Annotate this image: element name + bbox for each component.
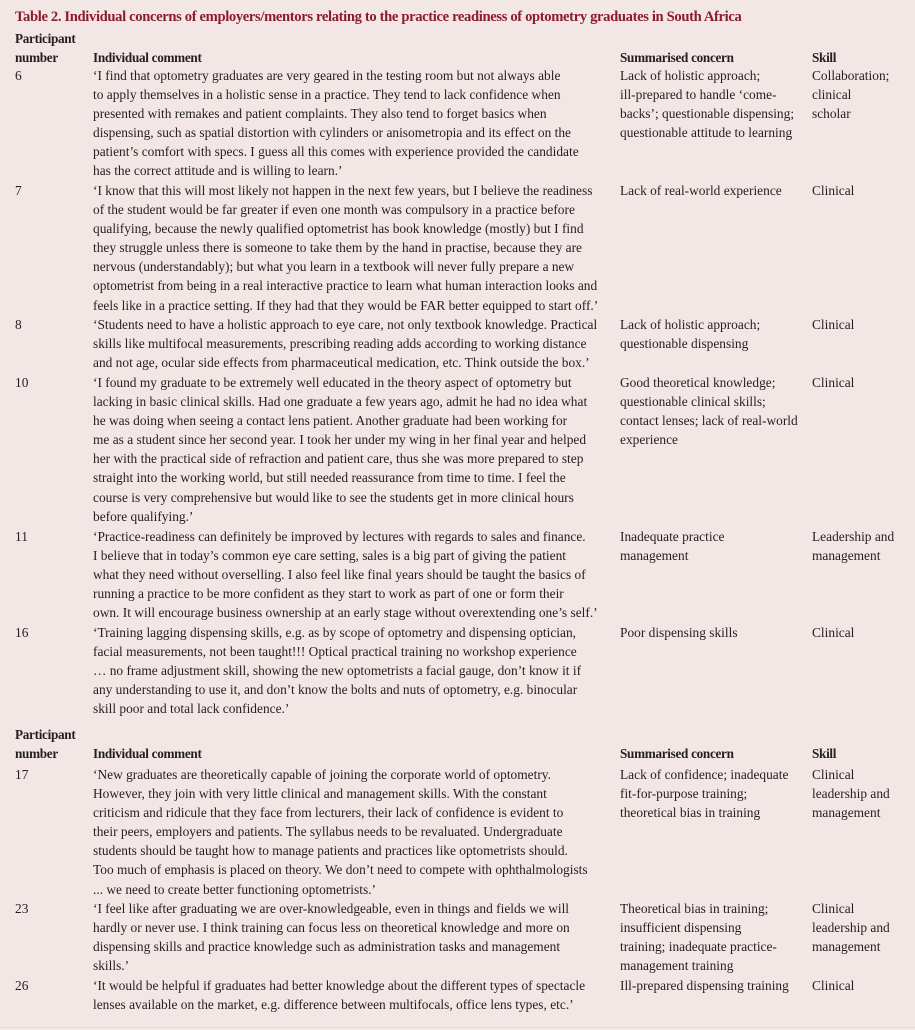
table-caption: Table 2. Individual concerns of employers/mentors relating to the practice readiness of optometry graduates in South Africa (15, 9, 742, 25)
individual-comment: ‘Training lagging dispensing skills, e.g. as by scope of optometry and dispensing optician, facial measurements, not been taught!!! Optical practical training no workshop experience … no frame adjustment skill, showing the new optometrists a facial gauge, don’t know it if any understanding to use it, and don’t know the bolts and nuts of optometry, e.g. binocular skill poor and total lack confidence.’ (93, 625, 582, 717)
skill: Leadership and management (812, 529, 895, 564)
participant-number: 11 (15, 529, 28, 544)
header-summarised-concern: Summarised concern (620, 746, 734, 761)
header-individual-comment: Individual comment (93, 50, 202, 65)
individual-comment: ‘I found my graduate to be extremely well educated in the theory aspect of optometry but lacking in basic clinical skills. Had one graduate a few years ago, admit he had no idea what he was doing when seeing a contact lens patient. Another graduate had been working for me as a student since her second year. I took her under my wing in her final year and helped her with the practical side of refraction and patient care, thus she was more prepared to step straight into the working world, but still needed reassurance from time to time. I feel the course is very comprehensive but would like to see the students get in more clinical hours before qualifying.’ (93, 375, 588, 524)
participant-number: 7 (15, 183, 22, 198)
individual-comment: ‘Practice-readiness can definitely be improved by lectures with regards to sales and finance. I believe that in today’s common eye care setting, sales is a big part of giving the patient what they need without overselling. I also feel like final years should be taught the basics of running a practice to be more confident as they start to work as part of one or form their own. It will encourage business ownership at an early stage without overextending one’s self.’ (93, 529, 598, 621)
summarised-concern: Poor dispensing skills (620, 625, 738, 640)
summarised-concern: Ill-prepared dispensing training (620, 978, 789, 993)
individual-comment: ‘It would be helpful if graduates had better knowledge about the different types of spectacle lenses available on the market, e.g. difference between multifocals, office lens types, etc.’ (93, 978, 586, 1013)
summarised-concern: Inadequate practice management (620, 529, 725, 564)
summarised-concern: Good theoretical knowledge; questionable clinical skills; contact lenses; lack of real-world experience (620, 375, 798, 448)
individual-comment: ‘I know that this will most likely not happen in the next few years, but I believe the readiness of the student would be far greater if even one month was compulsory in a practice before qualifying, because the newly qualified optometrist has book knowledge (mostly) but I find they struggle unless there is someone to take them by the hand in practise, because they are nervous (understandably); but what you learn in a textbook will never fully prepare a new optometrist from being in a real interactive practice to learn what human interaction looks and feels like in a practice setting. If they had that they would be FAR better equipped to start off.’ (93, 183, 599, 313)
skill: Clinical (812, 978, 855, 993)
summarised-concern: Lack of holistic approach; questionable dispensing (620, 317, 761, 352)
header-summarised-concern: Summarised concern (620, 50, 734, 65)
skill: Clinical (812, 375, 855, 390)
individual-comment: ‘New graduates are theoretically capable of joining the corporate world of optometry. However, they join with very little clinical and management skills. With the constant criticism and ridicule that they face from lecturers, their lack of confidence is evident to their peers, employers and patients. The syllabus needs to be revaluated. Undergraduate students should be taught how to manage patients and practices like optometrists should. Too much of emphasis is placed on theory. We don’t need to compete with ophthalmologists ... we need to create better functioning optometrists.’ (93, 767, 588, 897)
participant-number: 6 (15, 68, 22, 83)
header-participant-line1: Participant (15, 31, 76, 46)
participant-number: 16 (15, 625, 29, 640)
summarised-concern: Lack of confidence; inadequate fit-for-purpose training; theoretical bias in training (620, 767, 789, 821)
summarised-concern: Lack of real-world experience (620, 183, 782, 198)
header-participant-line1: Participant (15, 727, 76, 742)
header-individual-comment: Individual comment (93, 746, 202, 761)
skill: Clinical (812, 183, 855, 198)
participant-number: 26 (15, 978, 29, 993)
individual-comment: ‘I find that optometry graduates are very geared in the testing room but not always able to apply themselves in a holistic sense in a practice. They tend to lack confidence when presented with remakes and patient complaints. They also tend to forget basics when dispensing, such as spatial distortion with cylinders or anisometropia and its effect on the patient’s comfort with specs. I guess all this comes with experience provided the candidate has the correct attitude and is willing to learn.’ (93, 68, 579, 179)
participant-number: 8 (15, 317, 22, 332)
skill: Clinical leadership and management (812, 901, 890, 955)
participant-number: 17 (15, 767, 29, 782)
skill: Collaboration; clinical scholar (812, 68, 890, 122)
individual-comment: ‘I feel like after graduating we are over-knowledgeable, even in things and fields we will hardly or never use. I think training can focus less on theoretical knowledge and more on dispensing skills and practice knowledge such as administration tasks and management skills.’ (93, 901, 570, 974)
skill: Clinical (812, 625, 855, 640)
header-skill: Skill (812, 746, 837, 761)
header-participant-line2: number (15, 50, 58, 65)
header-skill: Skill (812, 50, 837, 65)
skill: Clinical leadership and management (812, 767, 890, 821)
participant-number: 23 (15, 901, 29, 916)
header-participant-line2: number (15, 746, 58, 761)
skill: Clinical (812, 317, 855, 332)
summarised-concern: Theoretical bias in training; insufficient dispensing training; inadequate practice- management training (620, 901, 777, 974)
individual-comment: ‘Students need to have a holistic approach to eye care, not only textbook knowledge. Practical skills like multifocal measurements, prescribing reading adds according to working distance and not age, ocular side effects from pharmaceutical medication, etc. Think outside the box.’ (93, 317, 598, 371)
table-bottom-rule (0, 1027, 915, 1028)
summarised-concern: Lack of holistic approach; ill-prepared to handle ‘come- backs’; questionable dispensing; questionable attitude to learning (620, 68, 795, 141)
participant-number: 10 (15, 375, 29, 390)
